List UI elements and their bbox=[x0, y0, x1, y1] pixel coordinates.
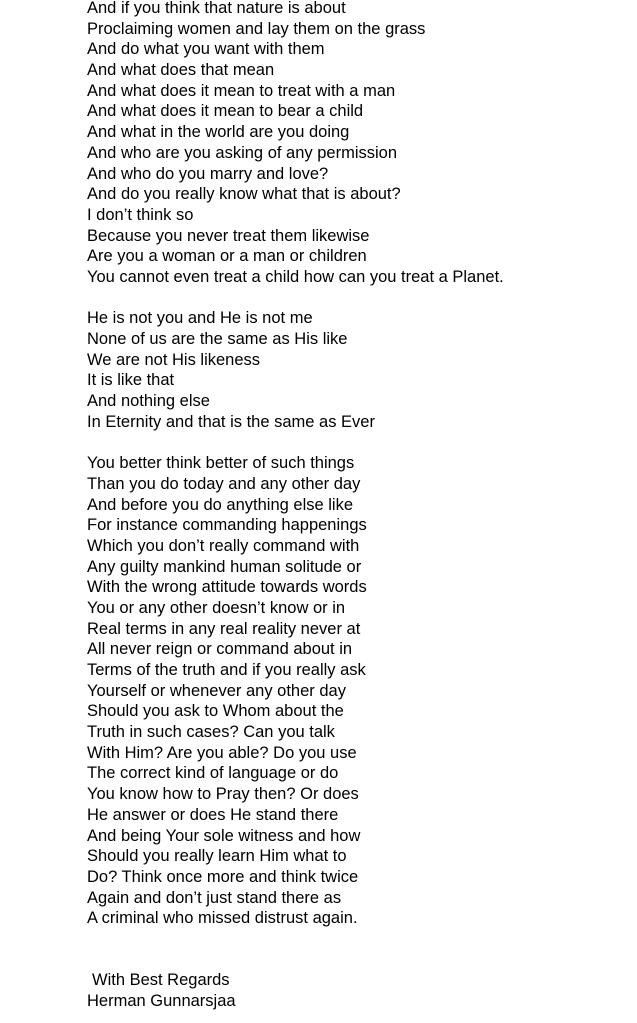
poem-line: Yourself or whenever any other day bbox=[87, 681, 346, 700]
poem-line: All never reign or command about in bbox=[87, 640, 353, 659]
poem-line: Should you ask to Whom about the bbox=[87, 702, 344, 721]
signature-greeting: With Best Regards bbox=[92, 971, 230, 990]
poem-line: Which you don’t really command with bbox=[87, 536, 360, 555]
poem-line: And being Your sole witness and how bbox=[87, 826, 361, 845]
poem-line: You know how to Pray then? Or does bbox=[87, 785, 359, 804]
poem-line: In Eternity and that is the same as Ever bbox=[87, 412, 375, 431]
poem-line: He answer or does He stand there bbox=[87, 805, 339, 824]
poem-line: Proclaiming women and lay them on the grass bbox=[87, 19, 426, 38]
stanza-3 bbox=[87, 453, 627, 929]
stanza-break bbox=[87, 288, 627, 309]
poem-line: A criminal who missed distrust again. bbox=[87, 909, 358, 928]
poem-document bbox=[87, 0, 627, 1012]
poem-line: You better think better of such things bbox=[87, 454, 355, 473]
stanza-2 bbox=[87, 308, 627, 432]
poem-line: With the wrong attitude towards words bbox=[87, 578, 367, 597]
poem-line: And nothing else bbox=[87, 392, 210, 411]
poem-line: Terms of the truth and if you really ask bbox=[87, 661, 366, 679]
poem-line: And who do you marry and love? bbox=[87, 164, 329, 183]
poem-line: And what does it mean to treat with a man bbox=[87, 81, 396, 100]
poem-line: He is not you and He is not me bbox=[87, 309, 313, 328]
poem-line: And what does it mean to bear a child bbox=[87, 102, 364, 121]
poem-line: Are you a woman or a man or children bbox=[87, 247, 367, 266]
signature-spacer bbox=[87, 929, 627, 970]
poem-line: It is like that bbox=[87, 371, 175, 390]
poem-line: Should you really learn Him what to bbox=[87, 847, 347, 866]
poem-line: Than you do today and any other day bbox=[87, 474, 361, 493]
poem-line: Because you never treat them likewise bbox=[87, 226, 370, 245]
signature-name: Herman Gunnarsjaa bbox=[87, 992, 236, 1011]
poem-line: And do what you want with them bbox=[87, 40, 325, 59]
poem-line: The correct kind of language or do bbox=[87, 764, 339, 783]
poem-line: With Him? Are you able? Do you use bbox=[87, 743, 357, 762]
poem-line: Again and don’t just stand there as bbox=[87, 888, 342, 907]
poem-line: And do you really know what that is about? bbox=[87, 185, 401, 204]
poem-line: And if you think that nature is about bbox=[87, 0, 346, 17]
poem-line: Any guilty mankind human solitude or bbox=[87, 557, 362, 576]
poem-line: And who are you asking of any permission bbox=[87, 143, 398, 162]
poem-line: Real terms in any real reality never at bbox=[87, 619, 361, 638]
poem-line: And before you do anything else like bbox=[87, 495, 354, 514]
poem-line: And what in the world are you doing bbox=[87, 123, 350, 142]
poem-line: You or any other doesn’t know or in bbox=[87, 598, 346, 617]
stanza-break bbox=[87, 432, 627, 453]
signature-block bbox=[87, 970, 627, 1011]
poem-line: None of us are the same as His like bbox=[87, 330, 348, 348]
poem-line: You cannot even treat a child how can you treat a Planet. bbox=[87, 267, 504, 286]
stanza-1 bbox=[87, 0, 627, 288]
poem-body bbox=[87, 0, 627, 929]
poem-line: We are not His likeness bbox=[87, 350, 261, 369]
poem-line: For instance commanding happenings bbox=[87, 516, 367, 535]
poem-line: I don’t think so bbox=[87, 205, 194, 224]
poem-line: Do? Think once more and think twice bbox=[87, 867, 359, 886]
poem-line: Truth in such cases? Can you talk bbox=[87, 723, 335, 742]
poem-line: And what does that mean bbox=[87, 61, 275, 80]
